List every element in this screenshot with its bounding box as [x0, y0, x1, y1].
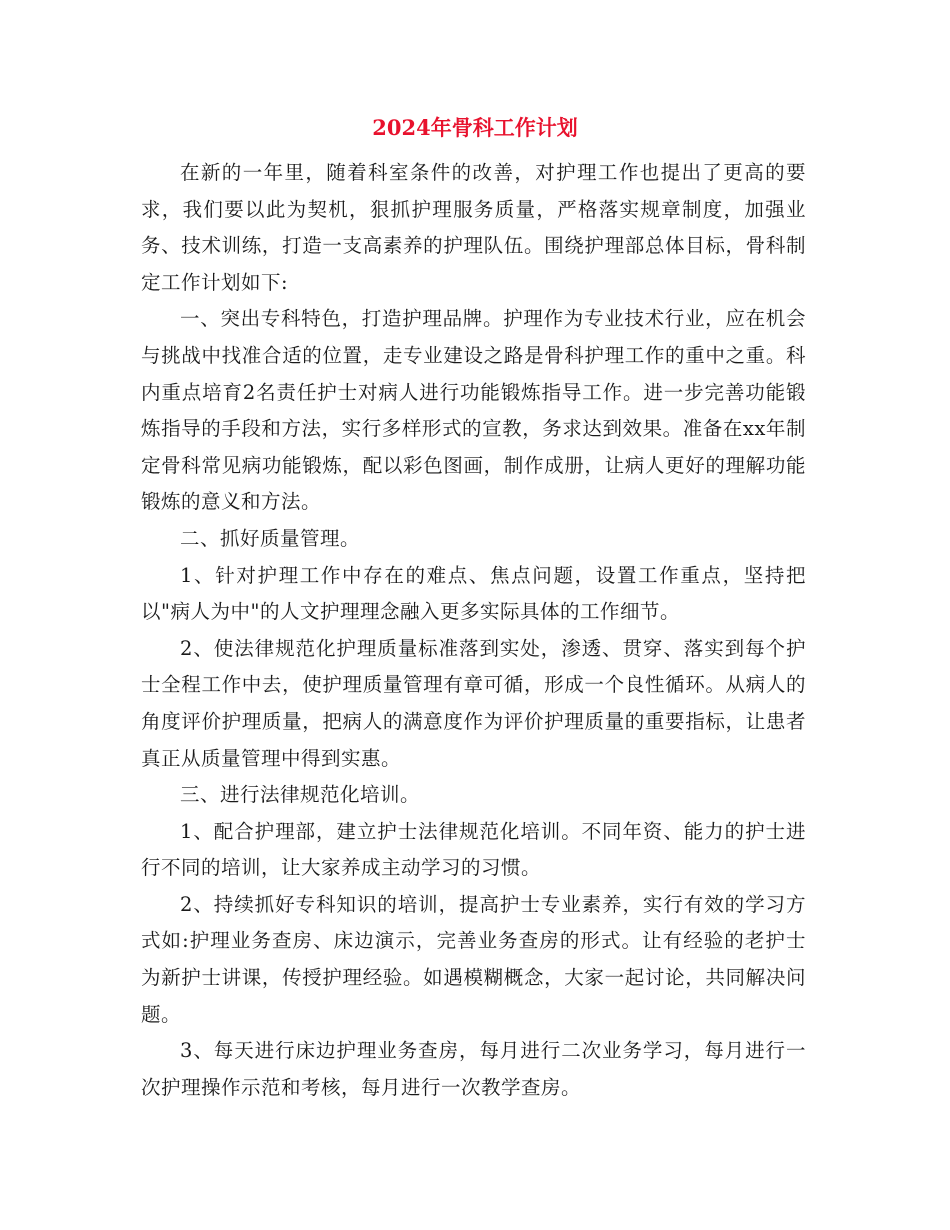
- paragraph-section-3-item-1: 1、配合护理部，建立护士法律规范化培训。不同年资、能力的护士进行不同的培训，让大家养成主动学习的习惯。: [141, 819, 806, 880]
- paragraph-intro: 在新的一年里，随着科室条件的改善，对护理工作也提出了更高的要求，我们要以此为契机，狠抓护理服务质量，严格落实规章制度，加强业务、技术训练，打造一支高素养的护理队伍。围绕护理部总体目标，骨科制定工作计划如下:: [141, 161, 806, 294]
- paragraph-section-1: 一、突出专科特色，打造护理品牌。护理作为专业技术行业，应在机会与挑战中找准合适的位置，走专业建设之路是骨科护理工作的重中之重。科内重点培育2名责任护士对病人进行功能锻炼指导工作。进一步完善功能锻炼指导的手段和方法，实行多样形式的宣教，务求达到效果。准备在xx年制定骨科常见病功能锻炼，配以彩色图画，制作成册，让病人更好的理解功能锻炼的意义和方法。: [141, 307, 806, 514]
- paragraph-section-3-item-2: 2、持续抓好专科知识的培训，提高护士专业素养，实行有效的学习方式如:护理业务查房、床边演示，完善业务查房的形式。让有经验的老护士为新护士讲课，传授护理经验。如遇模糊概念，大家一起讨论，共同解决问题。: [141, 892, 806, 1026]
- document-body: [141, 155, 806, 1106]
- paragraph-section-2-item-1: 1、针对护理工作中存在的难点、焦点问题，设置工作重点，坚持把以"病人为中"的人文护理理念融入更多实际具体的工作细节。: [141, 563, 806, 624]
- paragraph-section-3-item-3: 3、每天进行床边护理业务查房，每月进行二次业务学习，每月进行一次护理操作示范和考核，每月进行一次教学查房。: [141, 1039, 806, 1099]
- document-title: 2024年骨科工作计划: [372, 115, 578, 140]
- paragraph-section-2-item-2: 2、使法律规范化护理质量标准落到实处，渗透、贯穿、落实到每个护士全程工作中去，使护理质量管理有章可循，形成一个良性循环。从病人的角度评价护理质量，把病人的满意度作为评价护理质量的重要指标，让患者真正从质量管理中得到实惠。: [141, 636, 806, 770]
- paragraph-section-2-heading: 二、抓好质量管理。: [180, 526, 361, 550]
- paragraph-section-3-heading: 三、进行法律规范化培训。: [180, 783, 421, 807]
